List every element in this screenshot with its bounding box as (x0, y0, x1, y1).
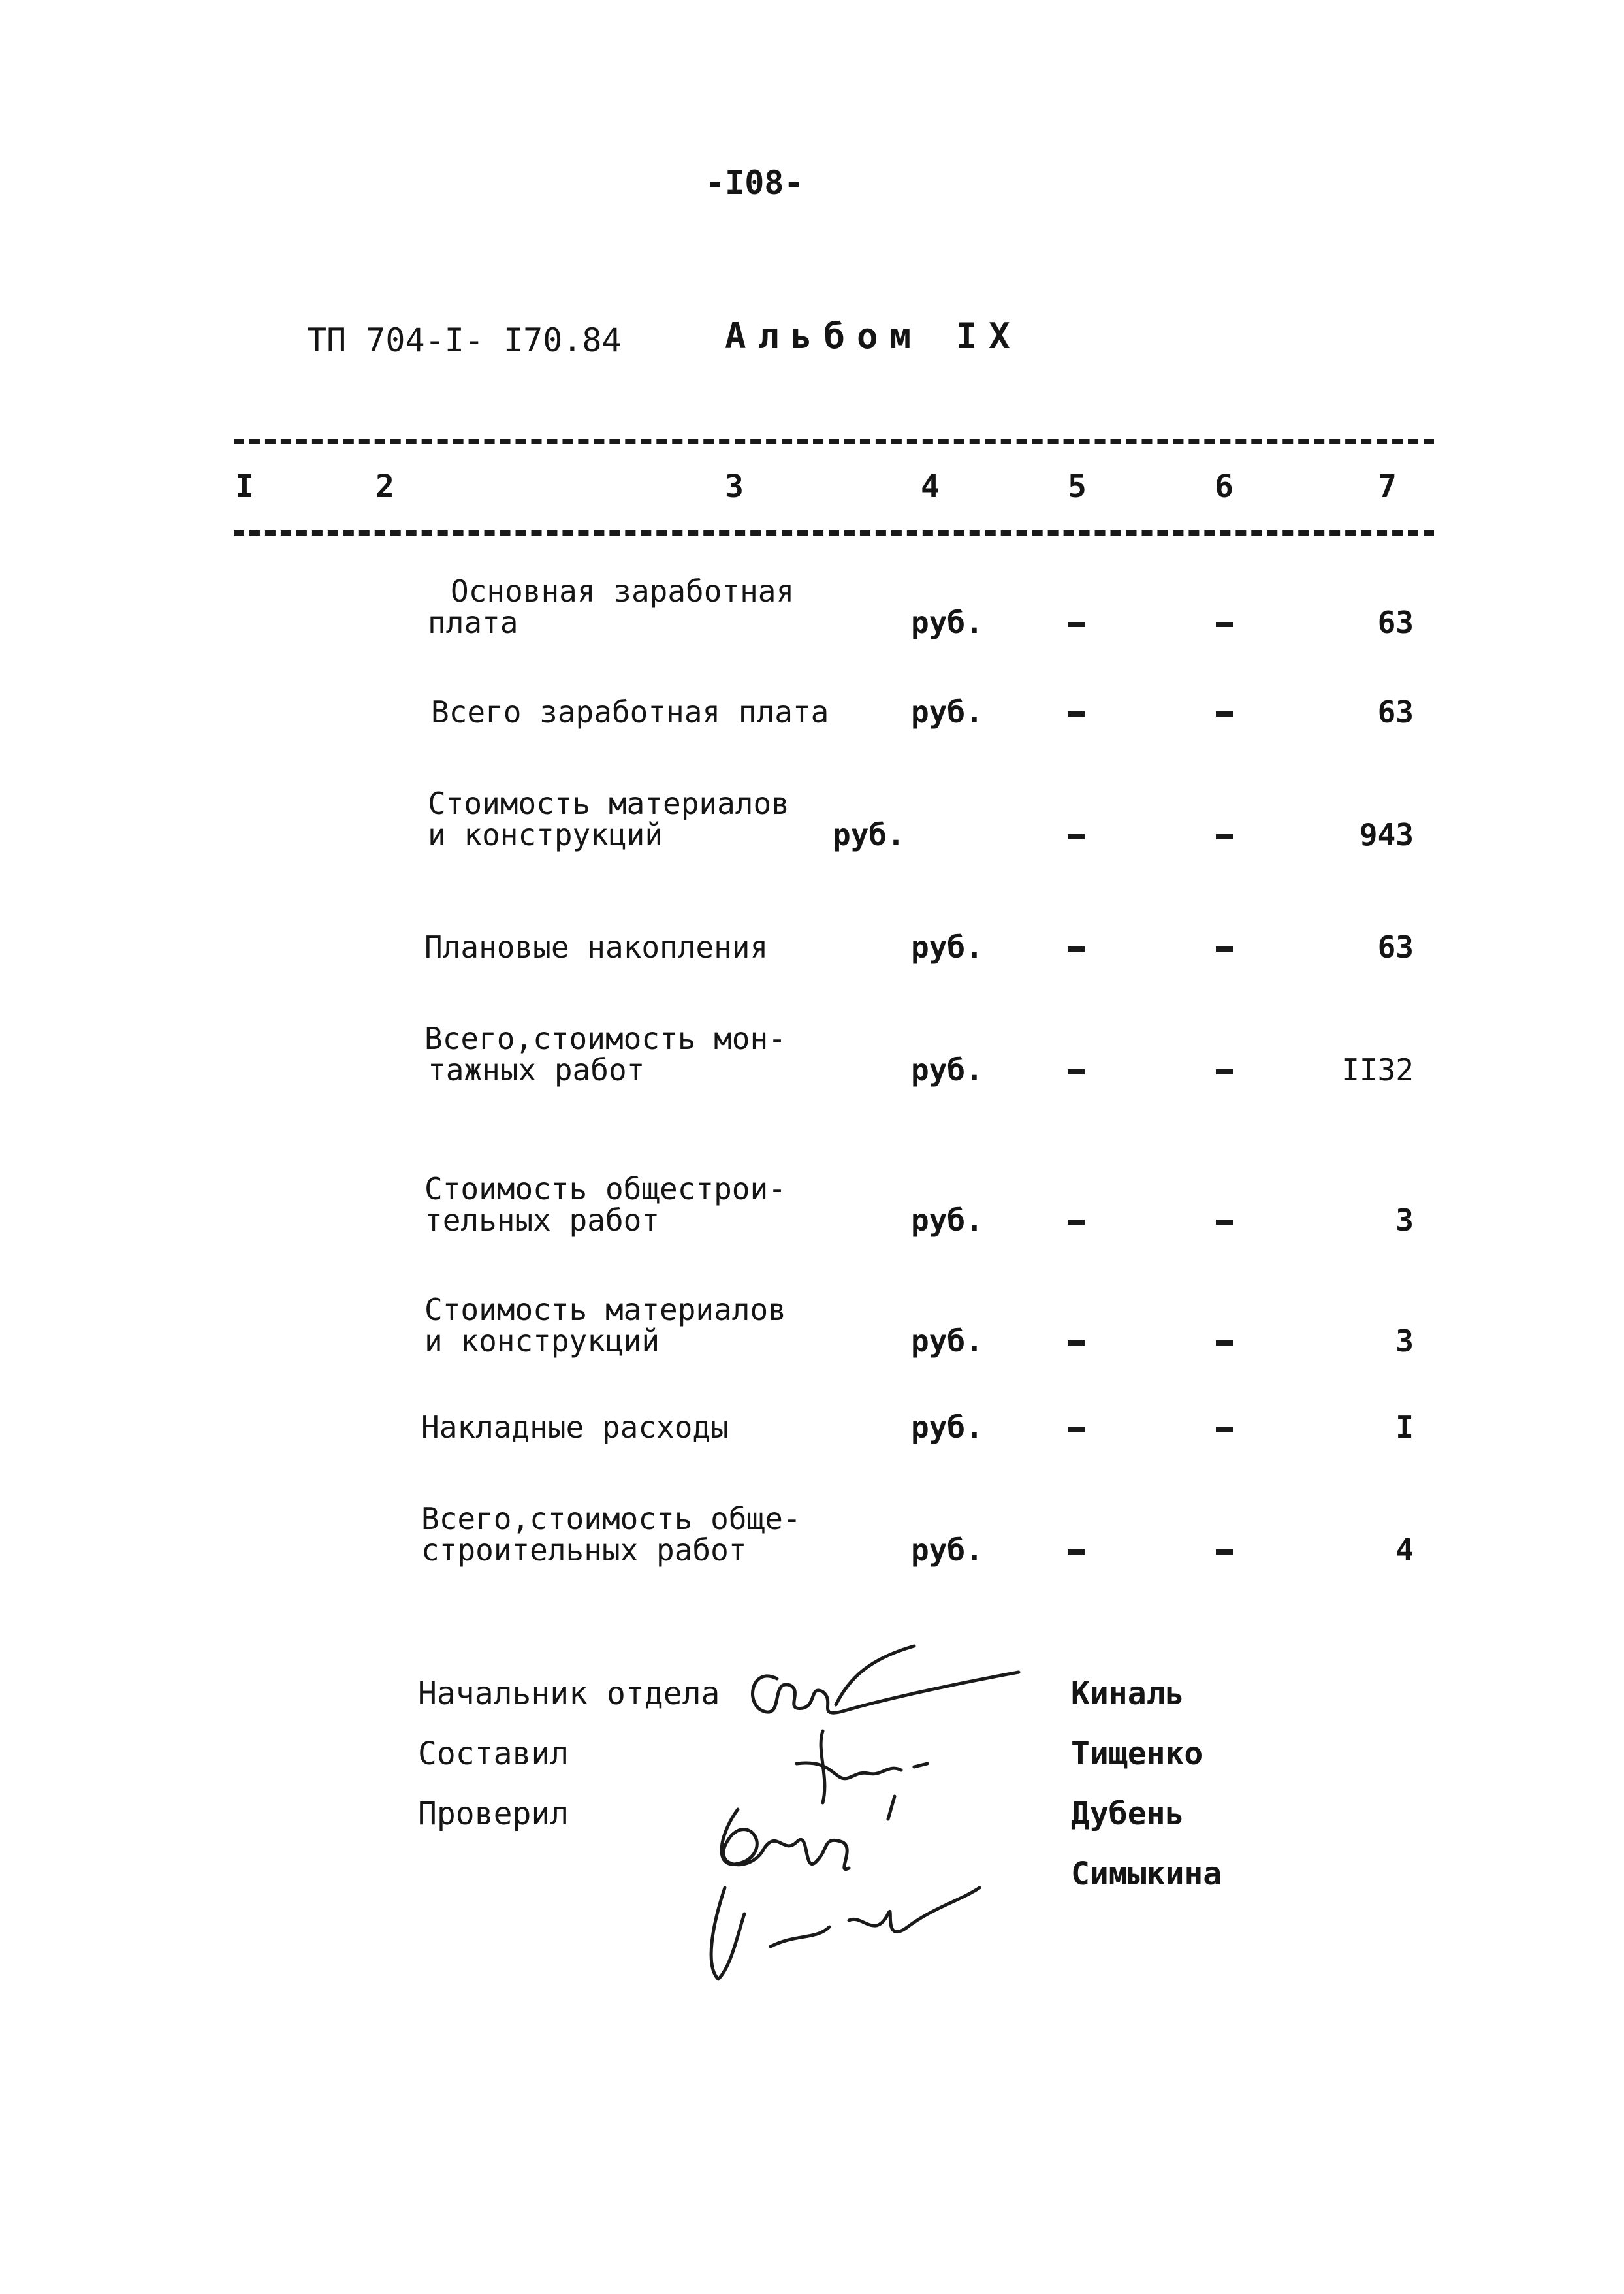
row-8-col5-dash (1068, 1427, 1085, 1432)
row-3-col5-dash (1068, 834, 1085, 839)
row-7-col6-dash (1216, 1340, 1233, 1346)
row-1-name-line-1: Основная заработная (451, 574, 795, 609)
signatory-name-1: Киналь (1071, 1675, 1185, 1712)
row-6-name-line-1: Стоимость общестрои- (424, 1171, 786, 1206)
row-9-col6-dash (1216, 1549, 1233, 1555)
row-8-unit: руб. (911, 1410, 983, 1445)
row-1-value: 63 (1377, 605, 1414, 640)
row-7-value: 3 (1395, 1323, 1414, 1359)
row-1-col6-dash (1216, 622, 1233, 627)
row-6-col6-dash (1216, 1220, 1233, 1225)
signatory-name-3: Дубень (1071, 1796, 1185, 1832)
row-4-unit: руб. (911, 929, 983, 965)
signature-label-checked-by: Проверил (418, 1796, 569, 1832)
signature-4-stroke (771, 1888, 979, 1947)
handwritten-signatures (653, 1640, 1058, 1992)
signature-2-stroke (797, 1731, 927, 1819)
row-7-col5-dash (1068, 1340, 1085, 1346)
row-8-value: I (1395, 1410, 1414, 1445)
column-header-4: 4 (921, 468, 940, 505)
row-9-value: 4 (1395, 1532, 1414, 1568)
row-2-name-line-1: Всего заработная плата (431, 694, 829, 730)
row-9-name-line-1: Всего,стоимость обще- (421, 1501, 801, 1536)
row-3-name-line-1: Стоимость материалов (428, 786, 789, 821)
signature-3-stroke (711, 1888, 744, 1979)
signatory-name-2: Тищенко (1071, 1736, 1203, 1772)
row-5-name-line-2: тажных работ (428, 1052, 645, 1088)
row-1-unit: руб. (911, 605, 983, 640)
row-6-unit: руб. (911, 1203, 983, 1238)
row-1-name-line-2: плата (428, 605, 518, 640)
signature-1-stroke (753, 1672, 1019, 1713)
row-4-value: 63 (1377, 929, 1414, 965)
document-code: ТП 704-I- I70.84 (307, 321, 622, 359)
row-5-value: II32 (1341, 1052, 1414, 1088)
row-9-col5-dash (1068, 1549, 1085, 1555)
row-3-unit: руб. (833, 817, 905, 852)
table-header-rule (234, 530, 1434, 536)
column-header-6: 6 (1215, 468, 1234, 505)
row-5-col6-dash (1216, 1069, 1233, 1074)
row-2-col6-dash (1216, 711, 1233, 717)
row-3-value: 943 (1359, 817, 1414, 852)
signatory-name-4: Симыкина (1071, 1856, 1222, 1892)
row-6-col5-dash (1068, 1220, 1085, 1225)
row-3-name-line-2: и конструкций (428, 817, 663, 852)
row-5-unit: руб. (911, 1052, 983, 1088)
page-number: -I08- (705, 164, 804, 202)
row-4-col6-dash (1216, 946, 1233, 952)
row-9-name-line-2: строительных работ (421, 1532, 747, 1568)
column-header-2: 2 (375, 468, 394, 505)
row-6-value: 3 (1395, 1203, 1414, 1238)
table-top-rule (234, 439, 1434, 444)
row-7-name-line-2: и конструкций (424, 1323, 660, 1359)
row-7-unit: руб. (911, 1323, 983, 1359)
column-header-1: I (235, 468, 254, 505)
row-6-name-line-2: тельных работ (424, 1203, 660, 1238)
column-header-5: 5 (1068, 468, 1087, 505)
row-7-name-line-1: Стоимость материалов (424, 1292, 786, 1327)
signature-3-stroke (722, 1809, 849, 1869)
column-header-7: 7 (1378, 468, 1397, 505)
row-2-value: 63 (1377, 694, 1414, 730)
row-3-col6-dash (1216, 834, 1233, 839)
row-2-col5-dash (1068, 711, 1085, 717)
row-2-unit: руб. (911, 694, 983, 730)
row-4-col5-dash (1068, 946, 1085, 952)
album-title: Альбом IX (725, 315, 1022, 357)
row-8-name-line-1: Накладные расходы (421, 1410, 729, 1445)
signature-label-compiled-by: Составил (418, 1736, 569, 1772)
row-8-col6-dash (1216, 1427, 1233, 1432)
row-9-unit: руб. (911, 1532, 983, 1568)
signature-label-head-of-department: Начальник отдела (418, 1675, 720, 1712)
row-1-col5-dash (1068, 622, 1085, 627)
row-5-col5-dash (1068, 1069, 1085, 1074)
column-header-3: 3 (725, 468, 744, 505)
row-4-name-line-1: Плановые накопления (424, 929, 769, 965)
row-5-name-line-1: Всего,стоимость мон- (424, 1021, 786, 1056)
